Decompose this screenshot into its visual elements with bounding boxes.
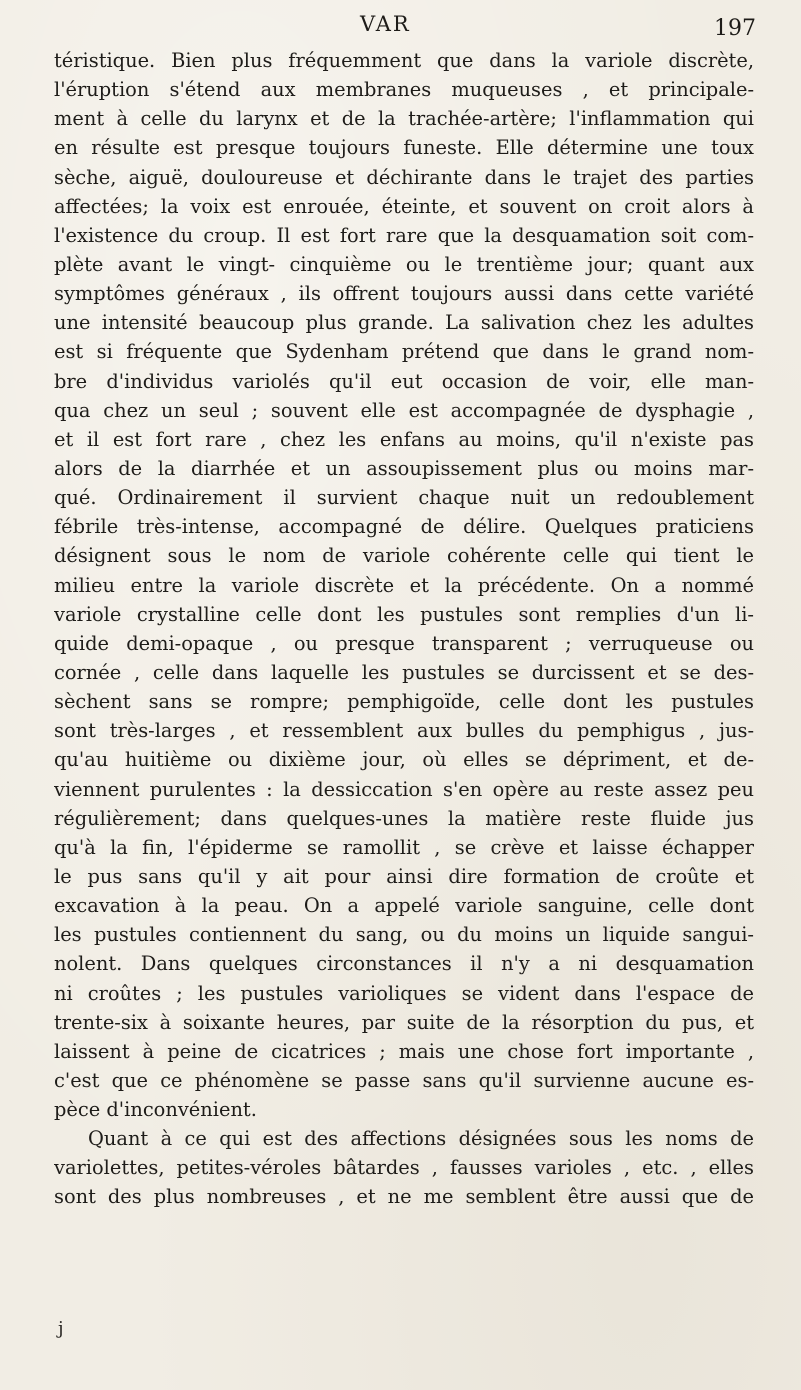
text-line: sont très-larges , et ressemblent aux bulles du pemphigus , jus- xyxy=(54,719,754,743)
text-line: est si fréquente que Sydenham prétend que dans le grand nom- xyxy=(54,340,754,364)
footer-mark: j xyxy=(58,1318,64,1339)
text-line: une intensité beaucoup plus grande. La salivation chez les adultes xyxy=(54,311,754,335)
text-line: quide demi-opaque , ou presque transparent ; verruqueuse ou xyxy=(54,631,754,655)
text-line: qu'au huitième ou dixième jour, où elles se dépriment, et de- xyxy=(54,748,754,772)
text-line: milieu entre la variole discrète et la précédente. On a nommé xyxy=(54,573,754,597)
text-line: alors de la diarrhée et un assoupissement plus ou moins mar- xyxy=(54,456,754,480)
text-line: l'éruption s'étend aux membranes muqueuses , et principale- xyxy=(54,78,754,102)
running-head xyxy=(0,10,801,46)
text-line: cornée , celle dans laquelle les pustules se durcissent et se des- xyxy=(54,660,754,684)
text-line: les pustules contiennent du sang, ou du moins un liquide sangui- xyxy=(54,923,754,947)
text-line: régulièrement; dans quelques-unes la matière reste fluide jus xyxy=(54,806,754,830)
text-line: et il est fort rare , chez les enfans au moins, qu'il n'existe pas xyxy=(54,427,754,451)
text-line: ni croûtes ; les pustules varioliques se vident dans l'espace de xyxy=(54,981,754,1005)
text-line: variolettes, petites-véroles bâtardes , fausses varioles , etc. , elles xyxy=(54,1156,754,1180)
text-line: sèchent sans se rompre; pemphigoïde, celle dont les pustules xyxy=(54,690,754,714)
text-line: viennent purulentes : la dessiccation s'en opère au reste assez peu xyxy=(54,777,754,801)
text-line: bre d'individus variolés qu'il eut occasion de voir, elle man- xyxy=(54,369,754,393)
text-line: trente-six à soixante heures, par suite de la résorption du pus, et xyxy=(54,1010,754,1034)
text-line: désignent sous le nom de variole cohérente celle qui tient le xyxy=(54,544,754,568)
text-line: variole crystalline celle dont les pustules sont remplies d'un li- xyxy=(54,602,754,626)
text-line: sont des plus nombreuses , et ne me semblent être aussi que de xyxy=(54,1185,754,1209)
text-line: ment à celle du larynx et de la trachée-artère; l'inflammation qui xyxy=(54,107,754,131)
running-head-title: VAR xyxy=(360,12,411,36)
text-line: affectées; la voix est enrouée, éteinte, et souvent on croit alors à xyxy=(54,194,754,218)
text-line: qua chez un seul ; souvent elle est accompagnée de dysphagie , xyxy=(54,398,754,422)
text-line: nolent. Dans quelques circonstances il n'y a ni desquamation xyxy=(54,952,754,976)
text-line: qu'à la fin, l'épiderme se ramollit , se crève et laisse échapper xyxy=(54,835,754,859)
body-text xyxy=(54,46,754,1212)
text-line: qué. Ordinairement il survient chaque nuit un redoublement xyxy=(54,486,754,510)
text-line: c'est que ce phénomène se passe sans qu'il survienne aucune es- xyxy=(54,1068,754,1092)
text-line: fébrile très-intense, accompagné de délire. Quelques praticiens xyxy=(54,515,754,539)
text-line: plète avant le vingt- cinquième ou le trentième jour; quant aux xyxy=(54,252,754,276)
text-line: téristique. Bien plus fréquemment que dans la variole discrète, xyxy=(54,49,754,72)
paragraph-end-line: pèce d'inconvénient. xyxy=(54,1098,257,1122)
text-line: laissent à peine de cicatrices ; mais une chose fort importante , xyxy=(54,1039,754,1063)
text-line: symptômes généraux , ils offrent toujours aussi dans cette variété xyxy=(54,282,754,306)
paragraph-start-line: Quant à ce qui est des affections désignées sous les noms de xyxy=(88,1127,754,1151)
text-line: excavation à la peau. On a appelé variole sanguine, celle dont xyxy=(54,894,754,918)
text-line: en résulte est presque toujours funeste. Elle détermine une toux xyxy=(54,136,754,160)
text-line: le pus sans qu'il y ait pour ainsi dire formation de croûte et xyxy=(54,864,754,888)
page-number: 197 xyxy=(714,16,756,41)
text-line: l'existence du croup. Il est fort rare que la desquamation soit com- xyxy=(54,223,754,247)
text-line: sèche, aiguë, douloureuse et déchirante dans le trajet des parties xyxy=(54,165,754,189)
